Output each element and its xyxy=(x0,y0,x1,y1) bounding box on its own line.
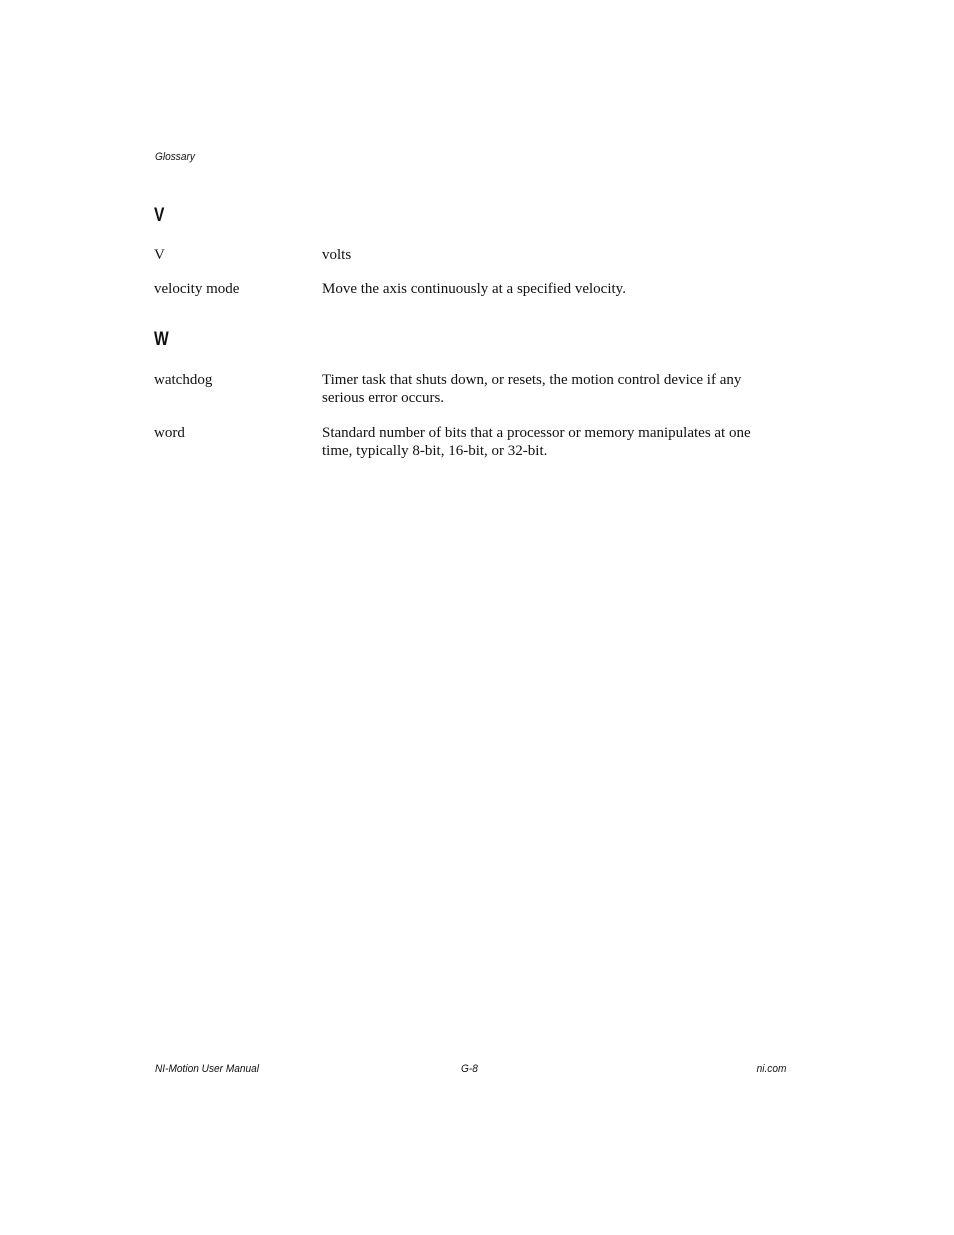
section-heading-v: V xyxy=(154,205,165,226)
glossary-definition: Standard number of bits that a processor or memory manipulates at one time, typically 8-bit, 16-bit, or 32-bit. xyxy=(322,425,751,459)
glossary-term: V xyxy=(154,247,165,263)
glossary-definition: Timer task that shuts down, or resets, the motion control device if any serious error occurs. xyxy=(322,372,742,406)
running-head: Glossary xyxy=(155,151,195,163)
footer-page-number: G-8 xyxy=(461,1063,478,1075)
glossary-term: velocity mode xyxy=(154,281,240,297)
glossary-term: watchdog xyxy=(154,372,213,388)
glossary-definition: Move the axis continuously at a specified velocity. xyxy=(322,281,626,297)
glossary-term: word xyxy=(154,425,185,441)
section-heading-w: W xyxy=(154,329,169,350)
glossary-definition: volts xyxy=(322,247,352,263)
footer-website: ni.com xyxy=(756,1063,786,1075)
footer-manual-title: NI-Motion User Manual xyxy=(155,1063,260,1075)
